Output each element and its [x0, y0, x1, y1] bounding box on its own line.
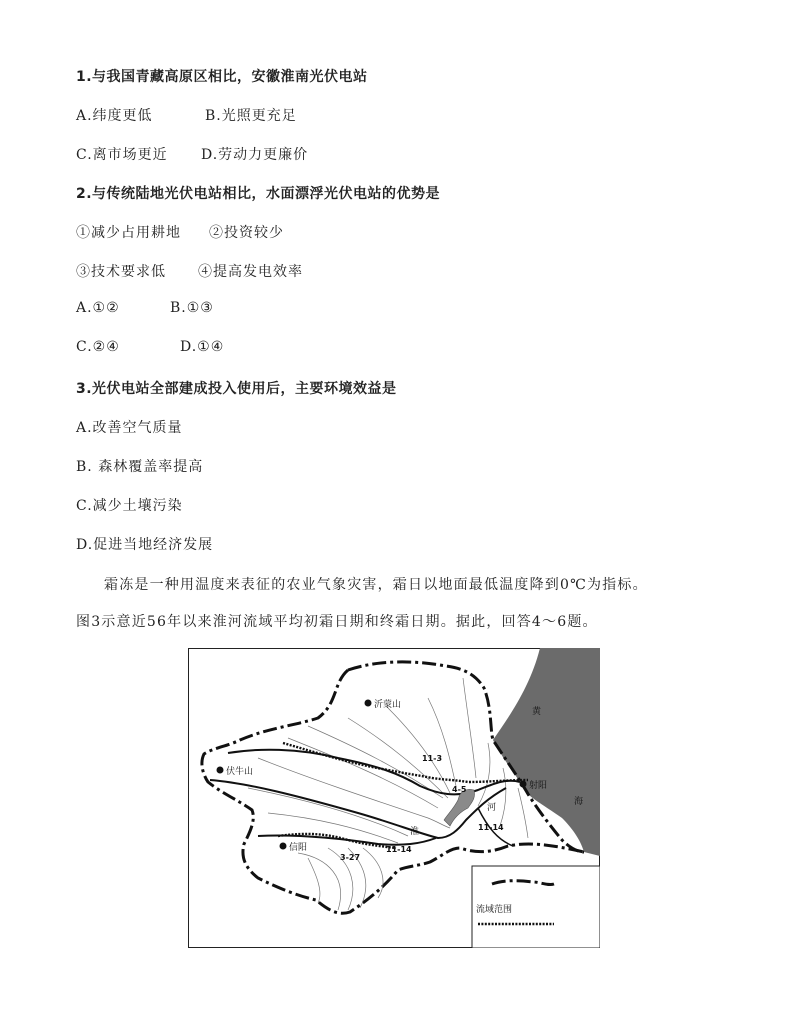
q2-statement-4: ④提高发电效率 [198, 264, 303, 280]
label-xinyang: 信阳 [289, 843, 308, 853]
q3-option-a: A.改善空气质量 [76, 420, 183, 436]
passage-line-2: 图3示意近56年以来淮河流域平均初霜日期和终霜日期。据此，回答4～6题。 [76, 614, 598, 630]
q2-option-d: D.①④ [180, 339, 225, 355]
question-1-stem: 1.与我国青藏高原区相比，安徽淮南光伏电站 [76, 69, 368, 85]
q1-option-a: A.纬度更低 [76, 108, 153, 124]
legend-label-basin: 流域范围 [476, 905, 513, 915]
q2-option-a: A.①② [76, 300, 120, 316]
xinyang-marker [280, 843, 287, 850]
q1-option-c: C.离市场更近 [76, 147, 168, 163]
label-sheyang: 射阳 [529, 781, 548, 791]
q2-statement-2: ②投资较少 [209, 225, 284, 241]
label-river-he: 河 [487, 803, 497, 813]
q3-option-c: C.减少土壤污染 [76, 498, 183, 514]
q1-option-b: B.光照更充足 [205, 108, 297, 124]
q3-option-d: D.促进当地经济发展 [76, 537, 214, 553]
q1-option-d: D.劳动力更廉价 [201, 147, 309, 163]
q2-option-c: C.②④ [76, 339, 120, 355]
passage-line-1: 霜冻是一种用温度来表征的农业气象灾害，霜日以地面最低温度降到0℃为指标。 [104, 577, 648, 593]
label-yimengshan: 沂蒙山 [374, 700, 402, 710]
q2-option-b: B.①③ [170, 300, 214, 316]
question-2-stem: 2.与传统陆地光伏电站相比，水面漂浮光伏电站的优势是 [76, 186, 441, 202]
q3-option-b: B. 森林覆盖率提高 [76, 459, 204, 475]
funiushan-marker [217, 767, 224, 774]
q2-statement-3: ③技术要求低 [76, 264, 166, 280]
yimengshan-marker [365, 700, 372, 707]
label-river-huai: 淮 [410, 827, 420, 837]
sheyang-marker [520, 781, 527, 788]
date-label-11-14-west: 11-14 [386, 845, 412, 854]
huaihe-frost-map [188, 648, 600, 948]
date-label-11-3: 11-3 [422, 754, 443, 763]
q2-statement-1: ①减少占用耕地 [76, 225, 181, 241]
date-label-3-27: 3-27 [340, 853, 361, 862]
question-3-stem: 3.光伏电站全部建成投入使用后，主要环境效益是 [76, 381, 397, 397]
date-label-4-5: 4-5 [452, 785, 467, 794]
label-sea-hai: 海 [574, 797, 584, 807]
label-sea-huang: 黄 [532, 707, 542, 717]
label-funiushan: 伏牛山 [226, 767, 254, 777]
date-label-11-14-east: 11-14 [478, 823, 504, 832]
